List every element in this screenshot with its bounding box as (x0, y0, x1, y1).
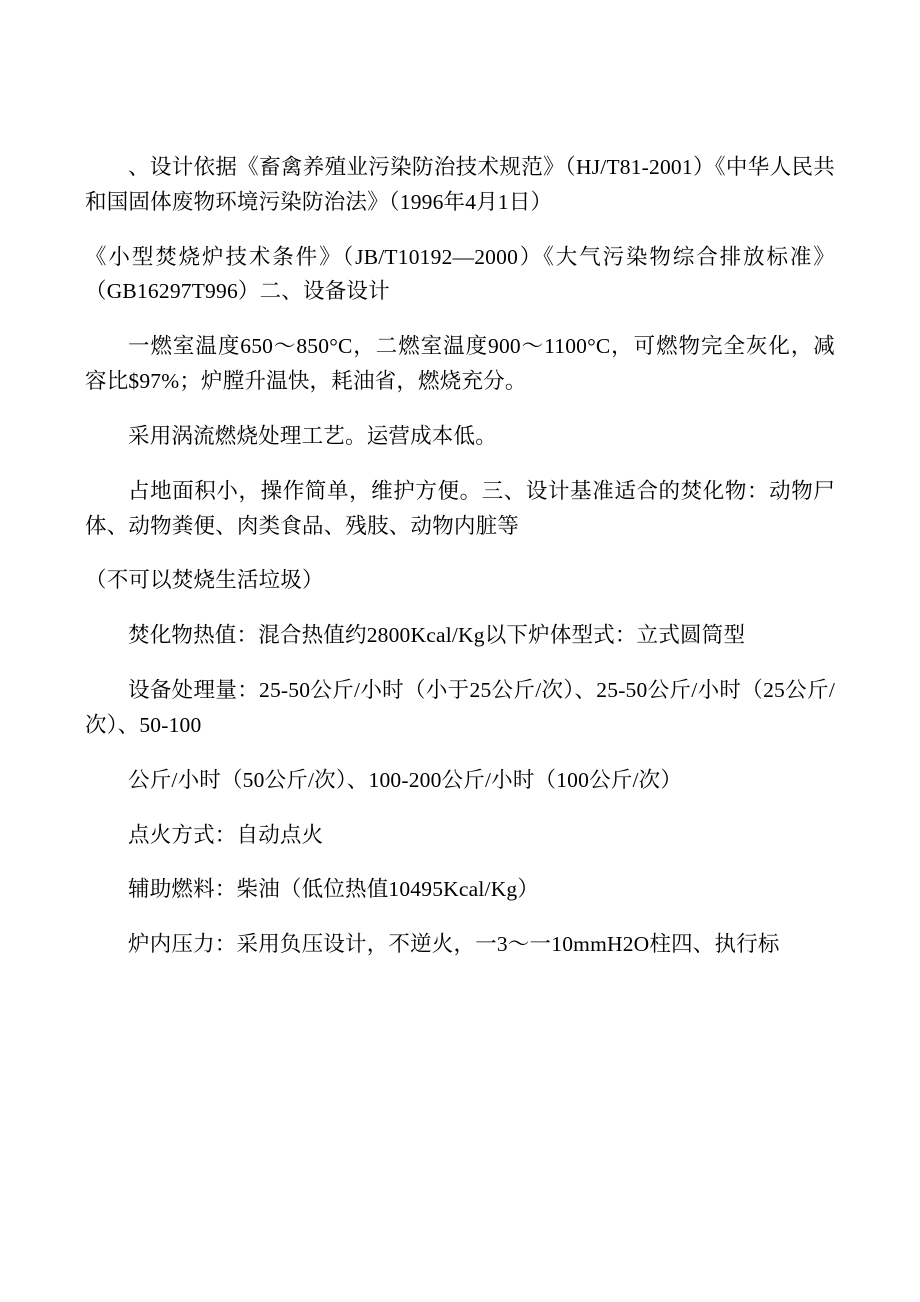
paragraph-design-basis: 、设计依据《畜禽养殖业污染防治技术规范》（HJ/T81-2001）《中华人民共和国固体废物环境污染防治法》（1996年4月1日） (85, 155, 835, 214)
paragraph-chamber-temperature: 一燃室温度650〜850°C，二燃室温度900〜1100°C，可燃物完全灰化，减容比$97%；炉膛升温快，耗油省，燃烧充分。 (85, 334, 835, 394)
document-body (85, 150, 835, 962)
paragraph-capacity: 设备处理量：25-50公斤/小时（小于25公斤/次）、25-50公斤/小时（25公斤/次）、50-100 (85, 678, 835, 737)
paragraph-capacity-continued: 公斤/小时（50公斤/次）、100-200公斤/小时（100公斤/次） (128, 767, 683, 792)
paragraph-ignition-mode: 点火方式：自动点火 (128, 822, 324, 847)
paragraph-calorific-value: 焚化物热值：混合热值约2800Kcal/Kg以下炉体型式：立式圆筒型 (128, 623, 746, 648)
paragraph-furnace-pressure: 炉内压力：采用负压设计，不逆火，一3〜一10mmH2O柱四、执行标 (128, 932, 780, 957)
paragraph-standards: 《小型焚烧炉技术条件》（JB/T10192—2000）《大气污染物综合排放标准》（GB16297T996）二、设备设计 (85, 244, 835, 304)
paragraph-auxiliary-fuel: 辅助燃料：柴油（低位热值10495Kcal/Kg） (128, 877, 540, 902)
paragraph-no-household-waste: （不可以焚烧生活垃圾） (85, 568, 324, 593)
paragraph-footprint: 占地面积小，操作简单，维护方便。三、设计基准适合的焚化物：动物尸体、动物粪便、肉类食品、残肢、动物内脏等 (85, 478, 835, 538)
paragraph-vortex-combustion: 采用涡流燃烧处理工艺。运营成本低。 (128, 423, 497, 448)
